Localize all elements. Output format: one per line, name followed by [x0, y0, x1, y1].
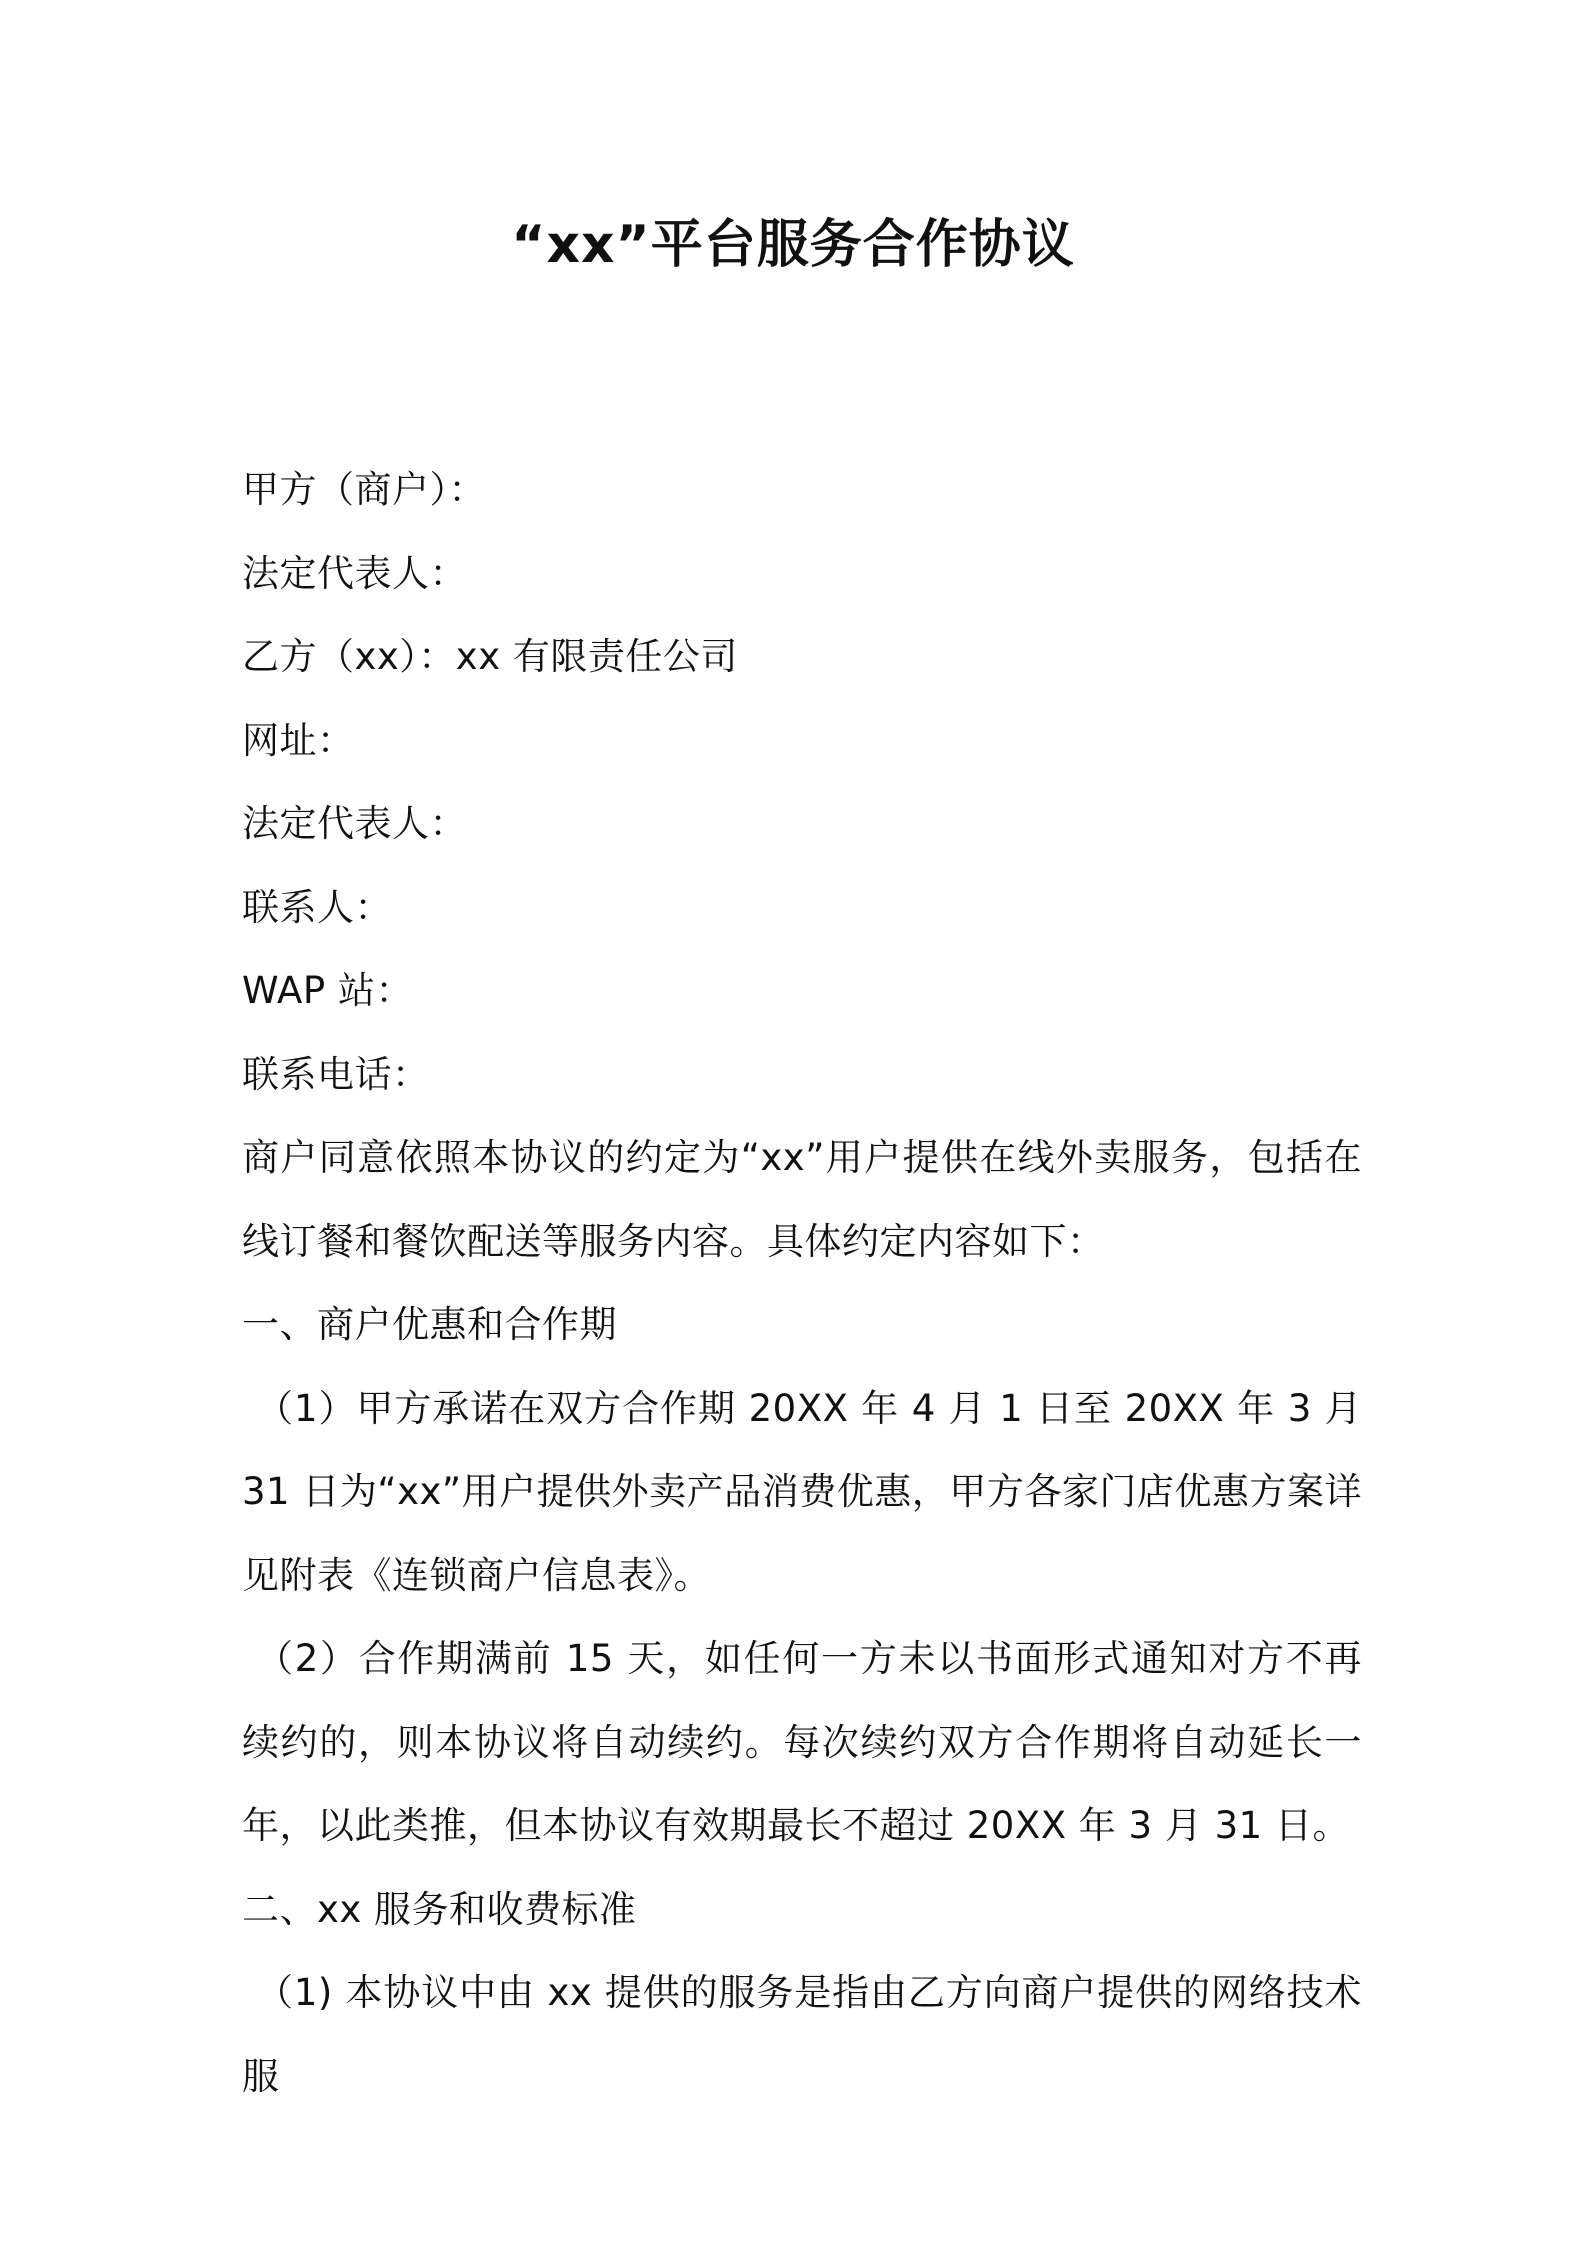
contact-person-field: 联系人：	[242, 885, 392, 929]
document-body	[242, 448, 1362, 2118]
party-a-field: 甲方（商户）：	[242, 468, 486, 511]
section-1-heading: 一、商户优惠和合作期	[242, 1303, 617, 1346]
party-a-representative-field: 法定代表人：	[242, 551, 467, 595]
section-2-heading: 二、xx 服务和收费标准	[242, 1887, 637, 1931]
website-field: 网址：	[242, 718, 355, 762]
section-2-clause-1: （1) 本协议中由 xx 提供的服务是指由乙方向商户提供的网络技术服	[242, 1971, 1362, 2098]
section-1-clause-1: （1）甲方承诺在双方合作期 20XX 年 4 月 1 日至 20XX 年 3 月 31 日为“xx”用户提供外卖产品消费优惠，甲方各家门店优惠方案详见附表《连锁商户信息表》。	[242, 1386, 1362, 1597]
wap-site-field: WAP 站：	[242, 969, 413, 1012]
party-b-representative-field: 法定代表人：	[242, 802, 467, 845]
intro-paragraph: 商户同意依照本协议的约定为“xx”用户提供在线外卖服务，包括在线订餐和餐饮配送等服务内容。具体约定内容如下：	[242, 1136, 1362, 1263]
document-title: “xx”平台服务合作协议	[511, 215, 1075, 275]
section-1-clause-2: （2）合作期满前 15 天，如任何一方未以书面形式通知对方不再续约的，则本协议将自动续约。每次续约双方合作期将自动延长一年，以此类推，但本协议有效期最长不超过 20XX 年 3 月 31 日。	[242, 1637, 1362, 1847]
party-b-field: 乙方（xx）：xx 有限责任公司	[242, 635, 738, 678]
phone-field: 联系电话：	[242, 1052, 430, 1096]
